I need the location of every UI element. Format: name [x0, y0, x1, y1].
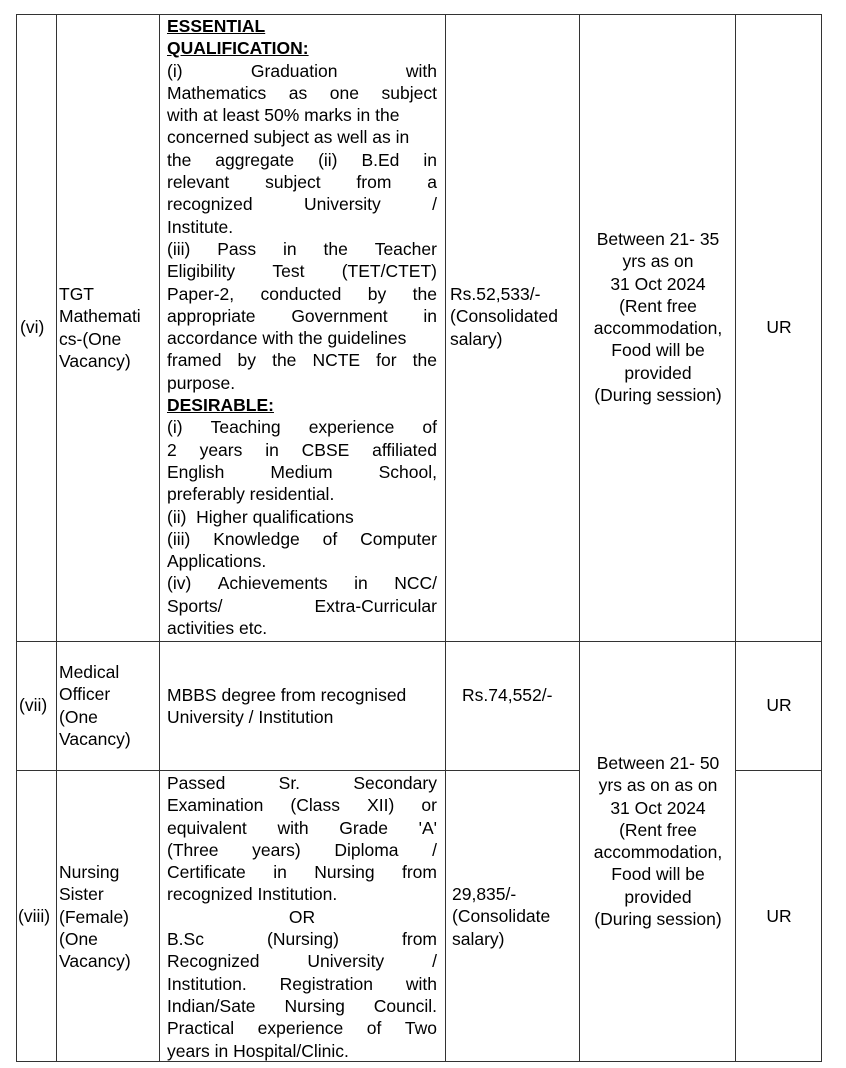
qualification-word: framed — [167, 350, 222, 371]
qualification-word: equivalent — [167, 817, 247, 838]
qualification-word: from — [402, 929, 437, 950]
qualification-line — [167, 193, 437, 215]
qualification-word: experience — [308, 417, 395, 438]
qualification-word: in — [423, 305, 437, 326]
qualification-word: Mathematics — [167, 82, 267, 103]
qualification-word: Certificate — [167, 862, 246, 883]
qualification-word: purpose. — [167, 372, 236, 393]
qualification-word: (iii) — [167, 238, 191, 259]
qualification-word: B.Sc — [167, 929, 204, 950]
qualification-line — [167, 595, 437, 617]
row-divider — [16, 641, 822, 642]
qualification-line — [167, 995, 437, 1017]
row-serial: (viii) — [18, 906, 51, 926]
qualification-word: in — [354, 573, 368, 594]
qualification-line — [167, 550, 437, 572]
qualification-word: of — [422, 417, 437, 438]
qualification-line — [167, 260, 437, 282]
qualification-word: subject — [265, 172, 321, 193]
column-divider — [579, 14, 580, 1062]
qualification-word: Graduation — [250, 60, 338, 81]
qualification-word: (i) — [167, 417, 183, 438]
qualification-line — [167, 839, 437, 861]
qualification-line — [167, 483, 437, 505]
category-cell: UR — [766, 695, 792, 715]
qualification-cell — [167, 772, 437, 1062]
qualification-line — [167, 283, 437, 305]
qualification-word: by — [367, 283, 387, 304]
qualification-line — [167, 461, 437, 483]
qualification-word: 'A' — [418, 817, 437, 838]
qualification-word: Eligibility — [167, 261, 236, 282]
essential-heading: ESSENTIAL — [167, 16, 266, 36]
qualification-word: (Nursing) — [267, 929, 339, 950]
qualification-word: Government — [291, 305, 388, 326]
qualification-word: Paper-2, — [167, 283, 235, 304]
qualification-word: from — [356, 172, 392, 193]
qualification-word: NCC/ — [394, 573, 437, 594]
qualification-word: subject — [381, 82, 437, 103]
qualification-line — [167, 349, 437, 371]
qualification-word: (TET/CTET) — [341, 261, 437, 282]
qualification-line — [167, 372, 437, 394]
qualification-word: with — [405, 973, 437, 994]
qualification-word: English — [167, 461, 225, 482]
qualification-word: School, — [378, 461, 437, 482]
qualification-line — [167, 216, 437, 238]
qualification-word: accordance with the guidelines — [167, 328, 407, 349]
qualification-line — [167, 861, 437, 883]
qualification-word: 2 — [167, 439, 177, 460]
qualification-word: Secondary — [353, 773, 437, 793]
qualification-word: in — [265, 439, 279, 460]
qualification-word: / — [432, 194, 437, 215]
qualification-word: (Class — [290, 795, 340, 816]
qualification-word: Sr. — [278, 773, 301, 793]
qualification-word: appropriate — [167, 305, 256, 326]
qualification-word: conducted — [260, 283, 342, 304]
qualification-word: years) — [252, 839, 301, 860]
qualification-word: preferably residential. — [167, 484, 335, 505]
qualification-word: affiliated — [372, 439, 437, 460]
qualification-word: concerned subject as well as in — [167, 127, 410, 148]
qualification-cell: MBBS degree from recognised University / Institution — [167, 685, 407, 728]
qualification-word: University — [303, 194, 381, 215]
qualification-word: activities etc. — [167, 618, 268, 639]
qualification-line — [167, 794, 437, 816]
qualification-word: in — [282, 238, 297, 259]
qualification-line — [167, 126, 437, 148]
post-name: Nursing Sister (Female) (One Vacancy) — [59, 862, 131, 972]
qualification-line — [167, 973, 437, 995]
qualification-word: the — [412, 283, 437, 304]
column-divider — [735, 14, 736, 1062]
post-name: Medical Officer (One Vacancy) — [59, 662, 131, 749]
column-divider — [445, 14, 446, 1062]
qualification-line — [167, 1017, 437, 1039]
qualification-line — [167, 171, 437, 193]
table-border-left — [16, 14, 17, 1062]
qualification-line — [167, 439, 437, 461]
qualification-word: Practical — [167, 1018, 235, 1039]
qualification-line — [167, 82, 437, 104]
qualification-word: one — [329, 82, 359, 103]
qualification-word: Test — [272, 261, 305, 282]
qualification-word: / — [432, 951, 437, 972]
qualification-word: Two — [404, 1018, 437, 1039]
desirable-heading: DESIRABLE: — [167, 395, 274, 416]
qualification-word: relevant — [167, 172, 230, 193]
qualification-word: Medium — [270, 461, 333, 482]
qualification-word: Extra-Curricular — [314, 595, 437, 616]
qualification-word: from — [401, 862, 437, 883]
qualification-line — [167, 928, 437, 950]
qualification-word: with — [277, 817, 309, 838]
qualification-word: University — [307, 951, 385, 972]
qualification-word: experience — [257, 1018, 344, 1039]
qualification-word: of — [322, 528, 338, 549]
qualification-word: B.Ed — [361, 149, 400, 170]
category-cell: UR — [766, 906, 792, 926]
row-divider — [16, 770, 580, 771]
qualification-word: Nursing — [314, 862, 375, 883]
row-serial: (vii) — [19, 695, 48, 715]
qualification-line — [167, 572, 437, 594]
qualification-word: the — [167, 149, 192, 170]
qualification-word: aggregate — [215, 149, 295, 170]
qualification-line — [167, 238, 437, 260]
qualification-word: the — [272, 350, 297, 371]
qualification-word: the — [323, 238, 348, 259]
qualification-line — [167, 950, 437, 972]
qualification-line — [167, 149, 437, 171]
qualification-line — [167, 817, 437, 839]
post-name: TGT Mathemati cs-(One Vacancy) — [59, 284, 141, 371]
qualification-word: the — [412, 350, 437, 371]
qualification-word: Knowledge — [213, 528, 300, 549]
essential-heading: QUALIFICATION: — [167, 38, 309, 59]
qualification-word: (Three — [167, 839, 219, 860]
qualification-word: Computer — [360, 528, 437, 549]
qualification-line — [167, 1040, 437, 1062]
qualification-word: Indian/Sate — [167, 995, 256, 1016]
qualification-line — [167, 528, 437, 550]
qualification-word: recognized — [167, 194, 253, 215]
qualification-word: Teacher — [374, 238, 437, 259]
qualification-line — [167, 327, 437, 349]
age-limit-cell: Between 21- 35 yrs as on 31 Oct 2024 (Rent free accommodation, Food will be provided (During session) — [593, 229, 723, 406]
qualification-word: Recognized — [167, 951, 260, 972]
qualification-word: NCTE — [312, 350, 361, 371]
qualification-word: (ii) — [318, 149, 338, 170]
qualification-word: XII) — [367, 795, 395, 816]
qualification-word: Council. — [373, 995, 437, 1016]
qualification-word: as — [288, 82, 308, 103]
qualification-word: a — [427, 172, 437, 193]
row-divider — [735, 770, 822, 771]
qualification-word: CBSE — [301, 439, 350, 460]
qualification-word: Nursing — [284, 995, 345, 1016]
qualification-word: Registration — [279, 973, 374, 994]
qualification-word: of — [366, 1018, 382, 1039]
qualification-word: Teaching — [210, 417, 281, 438]
qualification-cell — [167, 15, 437, 639]
qualification-word: or — [421, 795, 437, 816]
qualification-word: with at least 50% marks in the — [167, 105, 400, 126]
qualification-word: for — [376, 350, 397, 371]
qualification-word: by — [237, 350, 257, 371]
qualification-word: Passed — [167, 773, 226, 793]
row-serial: (vi) — [20, 317, 45, 337]
pay-cell: Rs.74,552/- — [462, 685, 553, 705]
qualification-word: (ii) Higher qualifications — [167, 506, 354, 527]
qualification-line — [167, 772, 437, 794]
qualification-word: Pass — [217, 238, 257, 259]
column-divider — [56, 14, 57, 1062]
qualification-word: / — [432, 839, 437, 860]
qualification-word: in — [273, 862, 287, 883]
qualification-word: Diploma — [334, 839, 399, 860]
qualification-line — [167, 416, 437, 438]
qualification-word: with — [405, 60, 437, 81]
qualification-word: Applications. — [167, 551, 267, 572]
qualification-word: Sports/ — [167, 595, 223, 616]
qualification-line — [167, 60, 437, 82]
qualification-word: years in Hospital/Clinic. — [167, 1040, 349, 1061]
qualification-word: (i) — [167, 60, 183, 81]
qualification-word: (iii) — [167, 528, 191, 549]
category-cell: UR — [766, 317, 792, 337]
column-divider — [159, 14, 160, 1062]
qualification-word: recognized Institution. — [167, 884, 338, 905]
qualification-line — [167, 506, 437, 528]
or-separator: OR — [288, 906, 316, 927]
table-border-right — [821, 14, 822, 1062]
age-limit-cell: Between 21- 50 yrs as on as on 31 Oct 2024 (Rent free accommodation, Food will be provided (During session) — [593, 753, 723, 930]
qualification-word: (iv) — [167, 573, 192, 594]
qualification-line — [167, 883, 437, 905]
qualification-word: Achievements — [217, 573, 328, 594]
qualification-line — [167, 104, 437, 126]
qualification-line — [167, 305, 437, 327]
qualification-word: years — [199, 439, 243, 460]
qualification-word: in — [423, 149, 437, 170]
qualification-word: Institution. — [167, 973, 247, 994]
qualification-word: Institute. — [167, 216, 234, 237]
qualification-line — [167, 617, 437, 639]
pay-cell: 29,835/- (Consolidate salary) — [452, 884, 551, 949]
pay-cell: Rs.52,533/- (Consolidated salary) — [450, 284, 558, 349]
qualification-word: Examination — [167, 795, 264, 816]
qualification-word: Grade — [339, 817, 388, 838]
